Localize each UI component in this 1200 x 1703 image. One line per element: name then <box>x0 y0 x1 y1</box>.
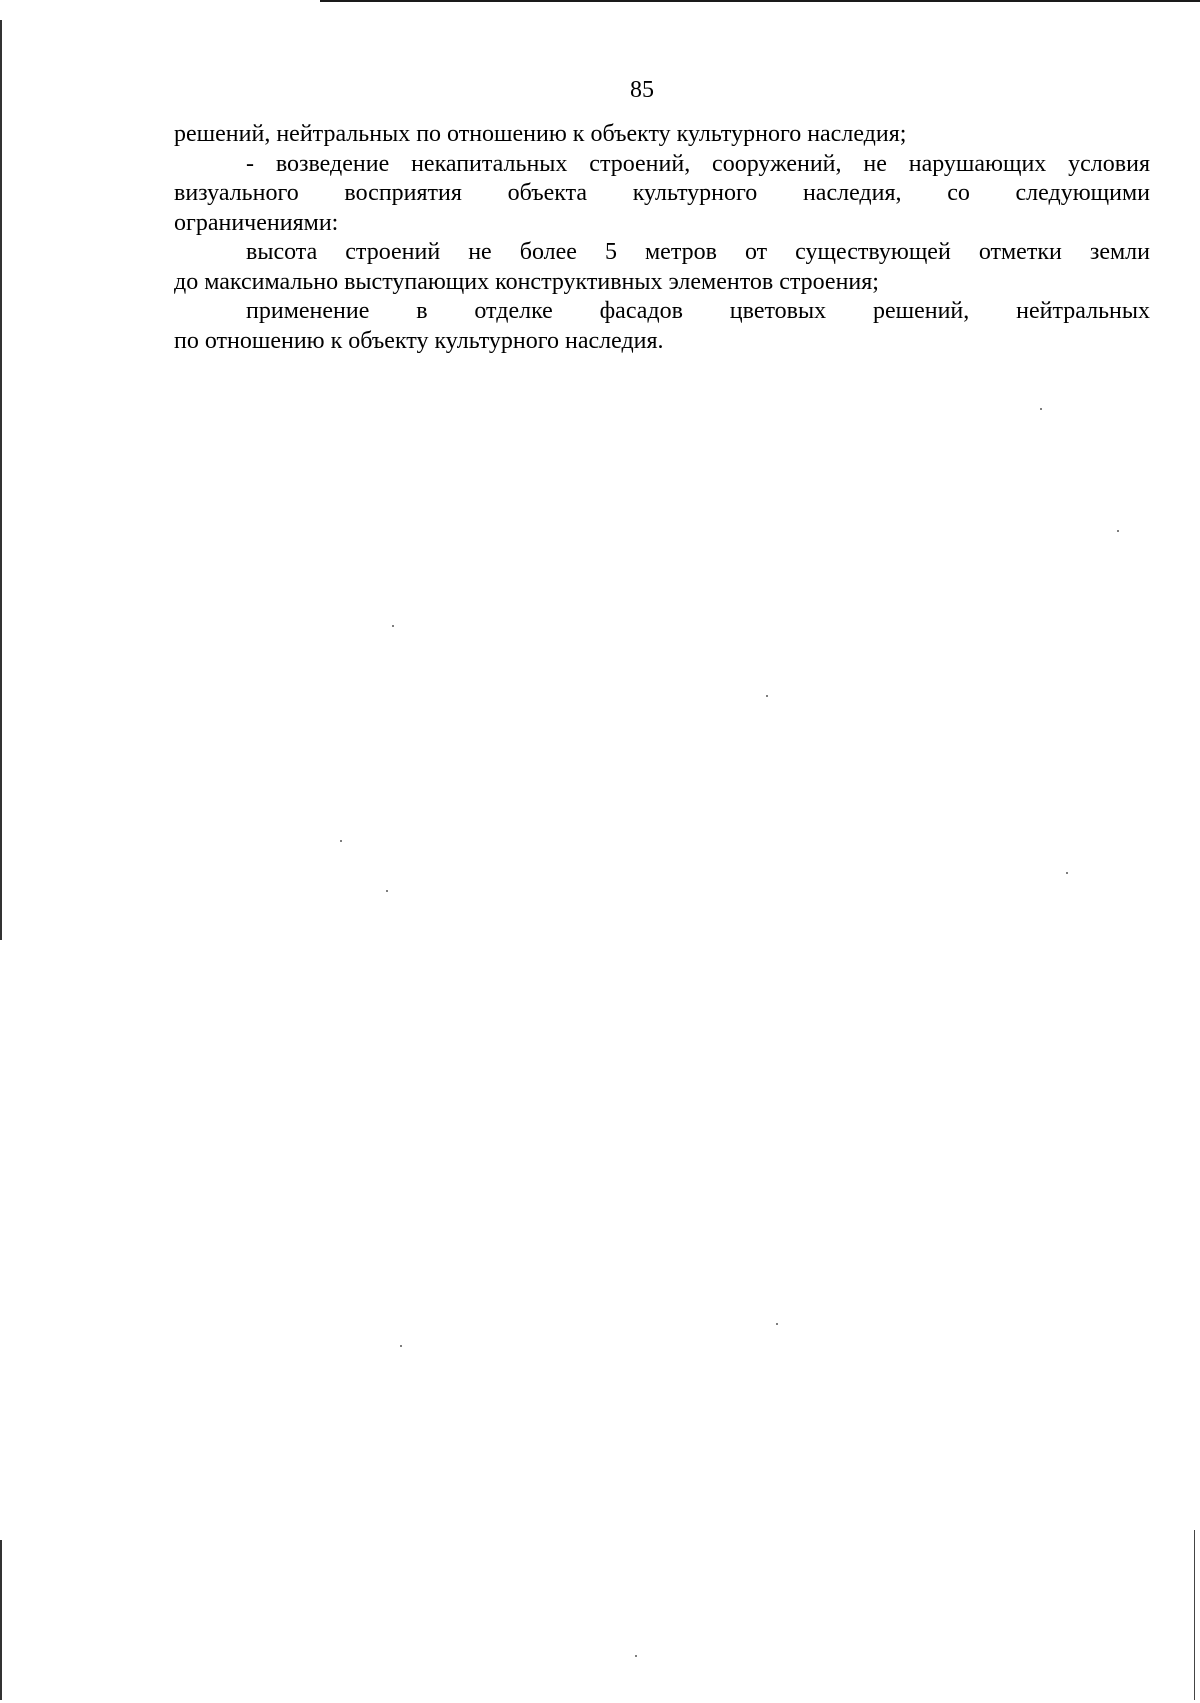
text-line: решений, нейтральных по отношению к объекту культурного наследия; <box>174 121 907 147</box>
scan-speck <box>1117 530 1119 532</box>
scan-speck <box>340 840 342 842</box>
text-line: применение в отделке фасадов цветовых решений, нейтральных <box>246 298 1150 324</box>
scan-speck <box>635 1655 637 1657</box>
scan-speck <box>392 625 394 627</box>
paragraph-construction <box>174 150 1150 239</box>
text-line: визуального восприятия объекта культурного наследия, со следующими <box>174 180 1150 206</box>
text-line: до максимально выступающих конструктивных элементов строения; <box>174 268 879 295</box>
scan-speck <box>386 890 388 892</box>
scan-edge-left <box>0 20 2 940</box>
scan-edge-top <box>320 0 1200 2</box>
document-body <box>174 120 1150 356</box>
scan-speck <box>1066 872 1068 874</box>
paragraph-facade-colors <box>174 297 1150 356</box>
text-line: по отношению к объекту культурного наследия. <box>174 327 664 354</box>
scan-speck <box>766 695 768 697</box>
scan-speck <box>400 1345 402 1347</box>
paragraph-continuation <box>174 120 1150 150</box>
scan-edge-left-lower <box>0 1540 2 1700</box>
text-line: - возведение некапитальных строений, сооружений, не нарушающих условия <box>246 150 1150 177</box>
scan-speck <box>776 1323 778 1325</box>
scan-edge-right <box>1194 1530 1195 1700</box>
text-line: ограничениями: <box>174 209 339 236</box>
scan-speck <box>1040 408 1042 410</box>
text-line: высота строений не более 5 метров от существующей отметки земли <box>246 239 1150 265</box>
paragraph-height-limit <box>174 238 1150 297</box>
page-number: 85 <box>630 77 654 103</box>
